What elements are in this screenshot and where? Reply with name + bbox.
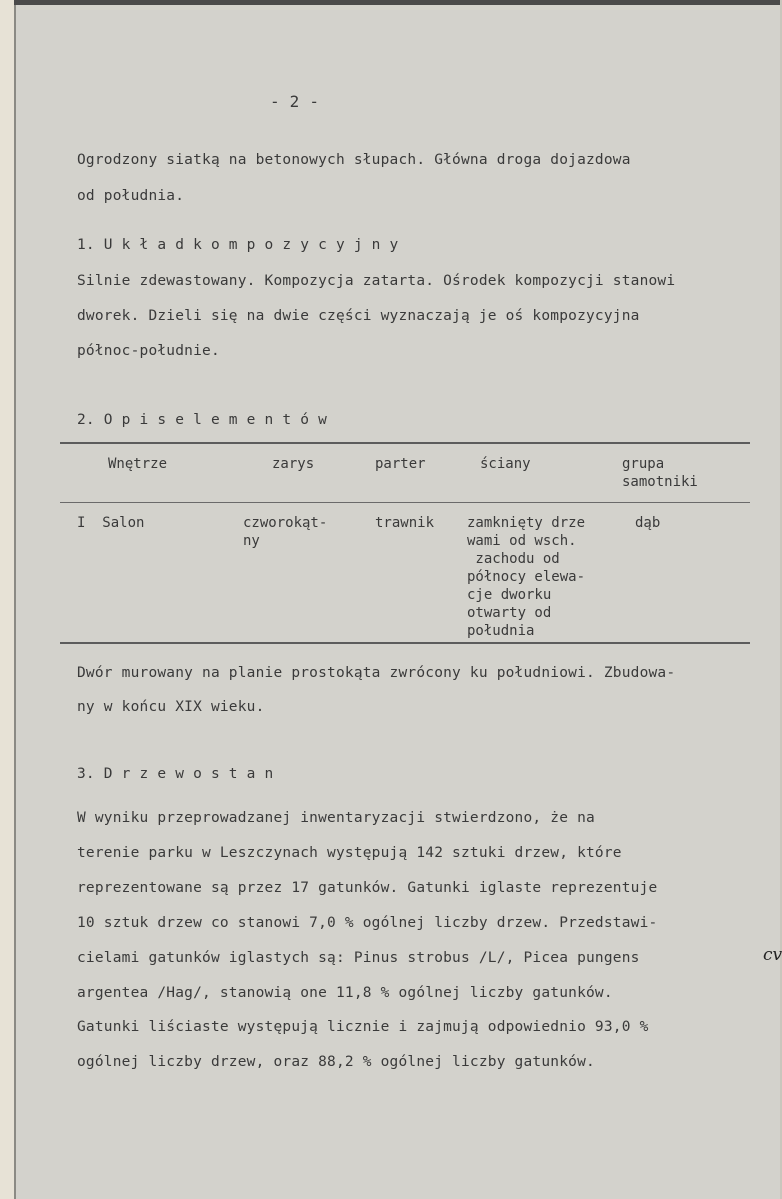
page-number: - 2 - [270,92,320,111]
section-3-line-8: ogólnej liczby drzew, oraz 88,2 % ogólnej liczby gatunków. [77,1054,595,1070]
binding-edge [0,0,16,1199]
table-top-rule [60,442,750,444]
section-2-after-line-1: Dwór murowany na planie prostokąta zwrócony ku południowi. Zbudowa- [77,665,676,681]
handwritten-mark: cv [763,945,782,965]
intro-line-2: od południa. [77,188,185,204]
table-cell-grupa: dąb [635,515,661,531]
section-3-line-5: cielami gatunków iglastych są: Pinus strobus /L/, Picea pungens [77,950,640,966]
section-3-heading: 3. D r z e w o s t a n [77,766,274,782]
table-bottom-rule [60,642,750,644]
table-cell-parter: trawnik [375,515,435,531]
table-cell-zarys: czworokąt- ny [243,515,328,549]
table-header-wnetrze: Wnętrze [108,456,168,472]
table-cell-wnetrze: I Salon [77,515,145,531]
section-3-line-1: W wyniku przeprowadzanej inwentaryzacji stwierdzono, że na [77,810,595,826]
section-1-line-3: północ-południe. [77,343,220,359]
section-3-line-3: reprezentowane są przez 17 gatunków. Gatunki iglaste reprezentuje [77,880,658,896]
table-cell-sciany: zamknięty drze wami od wsch. zachodu od północy elewa- cje dworku otwarty od południa [467,515,586,639]
section-2-heading: 2. O p i s e l e m e n t ó w [77,412,328,428]
table-header-sciany: ściany [480,456,531,472]
section-3-line-7: Gatunki liściaste występują licznie i zajmują odpowiednio 93,0 % [77,1019,649,1035]
section-1-line-2: dworek. Dzieli się na dwie części wyznaczają je oś kompozycyjna [77,308,640,324]
section-2-after-line-2: ny w końcu XIX wieku. [77,699,265,715]
table-header-parter: parter [375,456,426,472]
section-1-heading: 1. U k ł a d k o m p o z y c y j n y [77,237,399,253]
table-header-rule [60,502,750,503]
section-1-line-1: Silnie zdewastowany. Kompozycja zatarta. Ośrodek kompozycji stanowi [77,273,676,289]
intro-line-1: Ogrodzony siatką na betonowych słupach. Główna droga dojazdowa [77,152,631,168]
table-header-grupa: grupa samotniki [622,456,698,490]
table-header-zarys: zarys [272,456,315,472]
section-3-line-2: terenie parku w Leszczynach występują 142 sztuki drzew, które [77,845,622,861]
section-3-line-6: argentea /Hag/, stanowią one 11,8 % ogólnej liczby gatunków. [77,985,613,1001]
section-3-line-4: 10 sztuk drzew co stanowi 7,0 % ogólnej liczby drzew. Przedstawi- [77,915,658,931]
